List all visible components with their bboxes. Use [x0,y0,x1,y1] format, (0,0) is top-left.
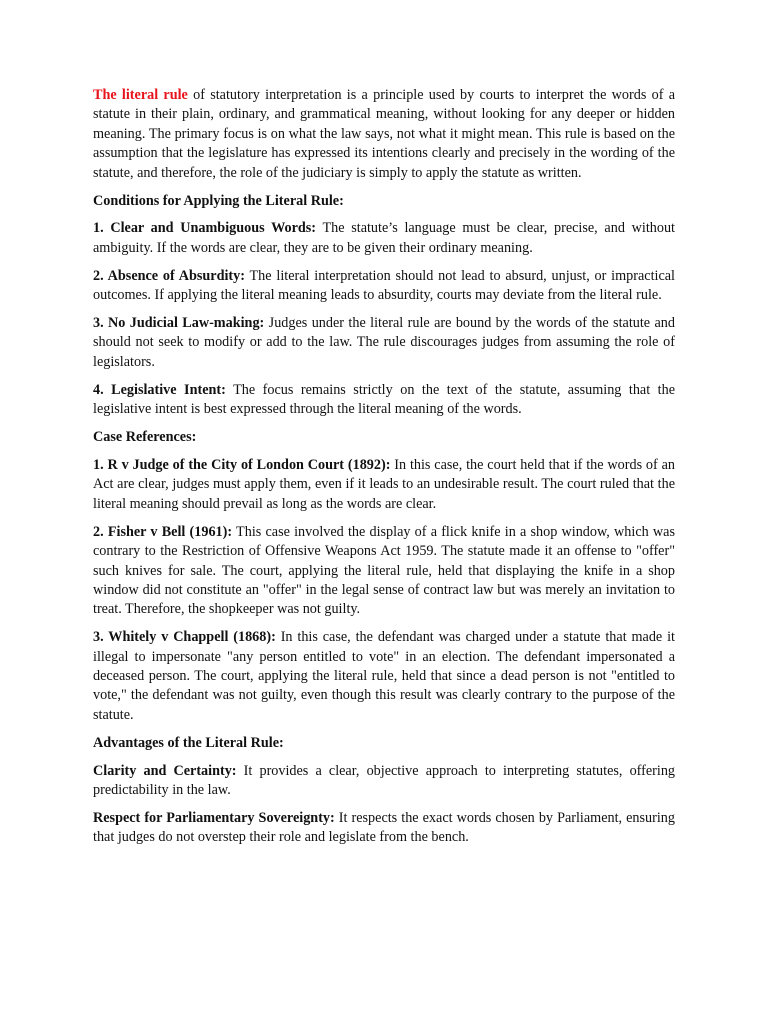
conditions-heading: Conditions for Applying the Literal Rule: [93,192,344,209]
advantage-term: Respect for Parliamentary Sovereignty: [93,810,335,826]
case-term: 3. Whitely v Chappell (1868): [93,629,276,646]
condition-text: Judges under the literal rule are bound by the words of the statute and should not seek to modify or add to the law. The rule discourages judges from assuming the role of legislators. [93,315,675,370]
case-item [93,628,675,725]
condition-term: 2. Absence of Absurdity: [93,267,245,284]
intro-paragraph [93,86,675,183]
case-item [93,523,675,620]
condition-text: The focus remains strictly on the text of the statute, assuming that the legislative intent is best expressed through the literal meaning of the words. [93,381,676,418]
advantages-heading: Advantages of the Literal Rule: [93,734,284,751]
condition-item [93,219,675,258]
case-text: In this case, the court held that if the words of an Act are clear, judges must apply them, even if it leads to an undesirable result. The court ruled that the literal meaning should prevail as long as the words are clear. [93,457,675,512]
advantage-text: It provides a clear, objective approach to interpreting statutes, offering predictability in the law. [93,762,676,799]
intro-text: of statutory interpretation is a principle used by courts to interpret the words of a statute in their plain, ordinary, and grammatical meaning, without looking for any deeper or hidden meaning. The primary focus is on what the law says, not what it might mean. This rule is based on the assumption that the legislature has expressed its intentions clearly and precisely in the wording of the statute, and therefore, the role of the judiciary is simply to apply the statute as written. [93,87,675,181]
condition-text: The literal interpretation should not lead to absurd, unjust, or impractical outcomes. If applying the literal meaning leads to absurdity, courts may deviate from the literal rule. [93,267,675,304]
advantage-text: It respects the exact words chosen by Parliament, ensuring that judges do not overstep their role and legislate from the bench. [93,810,675,846]
case-text: This case involved the display of a flick knife in a shop window, which was contrary to the Restriction of Offensive Weapons Act 1959. The statute made it an offense to "offer" such knives for sale. The court, applying the literal rule, held that displaying the knife in a shop window did not constitute an "offer" in the legal sense of contract law but was merely an invitation to treat. Therefore, the shopkeeper was not guilty. [93,523,675,618]
case-text: In this case, the defendant was charged under a statute that made it illegal to impersonate "any person entitled to vote" in an election. The defendant impersonated a deceased person. The court, applying the literal rule, held that since a dead person is not "entitled to vote," the defendant was not guilty, even though this result was clearly contrary to the purpose of the statute. [93,629,675,723]
condition-text: The statute’s language must be clear, precise, and without ambiguity. If the words are clear, they are to be given their ordinary meaning. [93,220,675,256]
condition-item [93,381,675,420]
intro-lead-term: The literal rule [93,87,188,103]
advantage-item [93,762,675,801]
advantage-term: Clarity and Certainty: [93,762,237,779]
case-term: 2. Fisher v Bell (1961): [93,523,233,540]
condition-item [93,267,675,306]
case-item [93,456,675,514]
condition-term: 1. Clear and Unambiguous Words: [93,220,317,237]
condition-term: 3. No Judicial Law-making: [93,315,265,332]
advantage-item [93,809,675,848]
cases-heading: Case References: [93,429,197,446]
condition-term: 4. Legislative Intent: [93,381,226,398]
condition-item [93,314,675,372]
case-term: 1. R v Judge of the City of London Court (1892): [93,457,391,473]
document-page [93,86,675,856]
